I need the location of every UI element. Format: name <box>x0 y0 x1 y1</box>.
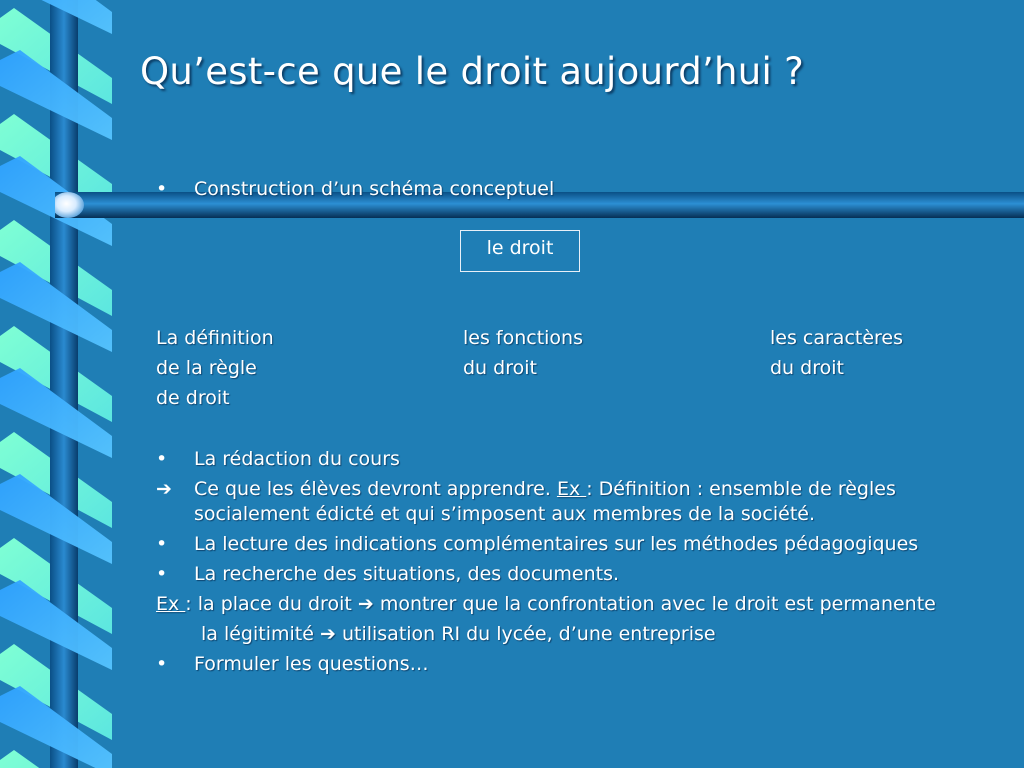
example-line-legitimite: la légitimité ➔ utilisation RI du lycée, d’une entreprise <box>201 623 716 645</box>
example-line-place-du-droit: Ex : la place du droit ➔ montrer que la confrontation avec le droit est permanente <box>156 593 936 615</box>
bullet-icon: • <box>156 563 168 585</box>
section-heading-construction: Construction d’un schéma conceptuel <box>194 178 555 200</box>
list-item-recherche: La recherche des situations, des documents. <box>194 563 620 585</box>
concept-col1-line2: de la règle <box>156 357 257 379</box>
arrow-right-icon: ➔ <box>156 478 172 500</box>
list-item-lecture: La lecture des indications complémentaires sur les méthodes pédagogiques <box>194 533 919 555</box>
bullet-icon: • <box>156 653 168 675</box>
arrow-right-icon: ➔ <box>319 623 336 645</box>
bullet-icon: • <box>156 533 168 555</box>
page-title: Qu’est-ce que le droit aujourd’hui ? <box>140 50 805 93</box>
concept-col3-line2: du droit <box>770 357 844 379</box>
concept-col3-line1: les caractères <box>770 327 904 349</box>
ex-label: Ex <box>556 478 587 500</box>
arrow-right-icon: ➔ <box>357 593 374 615</box>
list-item-questions: Formuler les questions… <box>194 653 429 675</box>
bullet-icon: • <box>156 178 168 200</box>
concept-col2-line2: du droit <box>463 357 537 379</box>
list-item-apprendre-line2: socialement édicté et qui s’imposent aux membres de la société. <box>194 503 815 525</box>
concept-box-le-droit: le droit <box>460 230 580 272</box>
list-item-redaction: La rédaction du cours <box>194 448 400 470</box>
concept-col1-line1: La définition <box>156 327 274 349</box>
list-item-apprendre: Ce que les élèves devront apprendre. Ex : Définition : ensemble de règles <box>194 478 896 500</box>
concept-col2-line1: les fonctions <box>463 327 584 349</box>
bullet-icon: • <box>156 448 168 470</box>
left-ribbon-decoration <box>0 0 112 768</box>
concept-col1-line3: de droit <box>156 387 230 409</box>
ex-label: Ex <box>156 593 186 615</box>
